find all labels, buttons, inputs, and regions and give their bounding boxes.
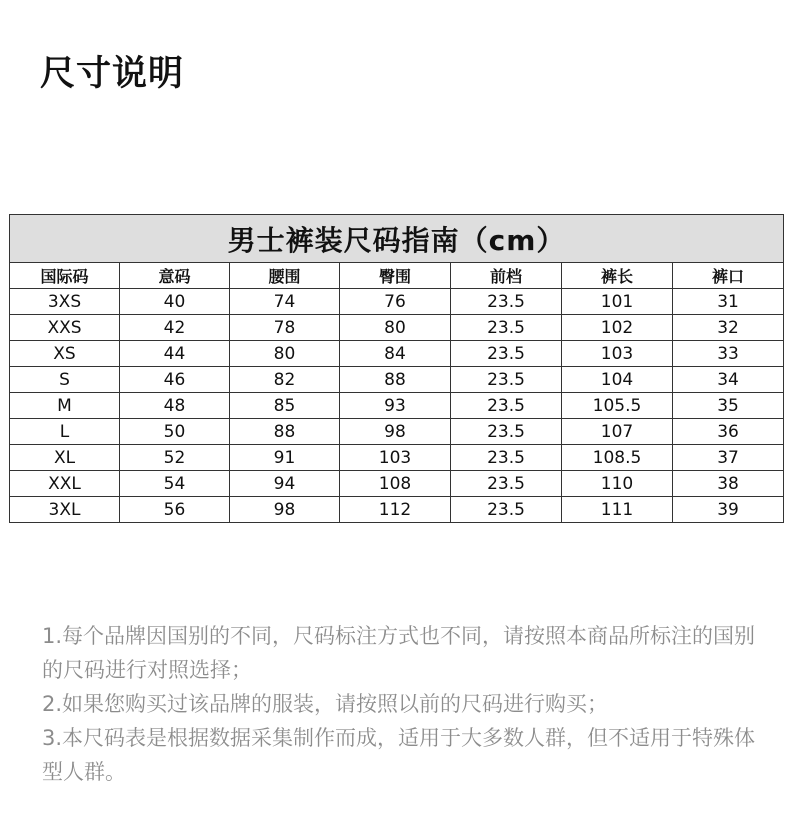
column-header: 臀围 <box>340 263 451 289</box>
table-cell: 36 <box>673 419 784 445</box>
table-cell: 44 <box>120 341 230 367</box>
table-cell: 39 <box>673 497 784 523</box>
table-cell: 98 <box>340 419 451 445</box>
table-cell: S <box>10 367 120 393</box>
table-cell: 23.5 <box>451 367 562 393</box>
table-cell: 88 <box>230 419 340 445</box>
table-cell: 82 <box>230 367 340 393</box>
table-cell: 33 <box>673 341 784 367</box>
table-cell: 94 <box>230 471 340 497</box>
table-cell: 107 <box>562 419 673 445</box>
table-cell: 46 <box>120 367 230 393</box>
table-cell: 88 <box>340 367 451 393</box>
column-header: 裤长 <box>562 263 673 289</box>
table-cell: 52 <box>120 445 230 471</box>
column-header: 腰围 <box>230 263 340 289</box>
table-cell: 111 <box>562 497 673 523</box>
table-row <box>10 341 784 367</box>
table-cell: XXL <box>10 471 120 497</box>
table-cell: 40 <box>120 289 230 315</box>
table-cell: 74 <box>230 289 340 315</box>
table-row <box>10 289 784 315</box>
table-cell: 80 <box>230 341 340 367</box>
table-cell: XL <box>10 445 120 471</box>
table-cell: 23.5 <box>451 393 562 419</box>
table-row <box>10 367 784 393</box>
table-cell: 35 <box>673 393 784 419</box>
table-row <box>10 445 784 471</box>
note-item: 3.本尺码表是根据数据采集制作而成，适用于大多数人群，但不适用于特殊体型人群。 <box>42 726 756 784</box>
table-row <box>10 315 784 341</box>
table-cell: L <box>10 419 120 445</box>
table-cell: 108 <box>340 471 451 497</box>
table-row <box>10 497 784 523</box>
column-header: 前档 <box>451 263 562 289</box>
table-cell: 110 <box>562 471 673 497</box>
table-cell: 105.5 <box>562 393 673 419</box>
table-cell: 93 <box>340 393 451 419</box>
table-cell: 56 <box>120 497 230 523</box>
table-cell: 32 <box>673 315 784 341</box>
table-cell: 23.5 <box>451 445 562 471</box>
table-cell: 98 <box>230 497 340 523</box>
table-cell: 3XL <box>10 497 120 523</box>
table-cell: 103 <box>562 341 673 367</box>
table-cell: 48 <box>120 393 230 419</box>
page-title: 尺寸说明 <box>40 54 185 94</box>
note-item: 2.如果您购买过该品牌的服装，请按照以前的尺码进行购买； <box>42 692 609 716</box>
table-cell: M <box>10 393 120 419</box>
table-cell: 54 <box>120 471 230 497</box>
table-row <box>10 393 784 419</box>
table-cell: XS <box>10 341 120 367</box>
table-cell: 84 <box>340 341 451 367</box>
table-cell: 23.5 <box>451 341 562 367</box>
column-header: 国际码 <box>10 263 120 289</box>
table-cell: XXS <box>10 315 120 341</box>
table-cell: 23.5 <box>451 497 562 523</box>
table-cell: 91 <box>230 445 340 471</box>
table-row <box>10 419 784 445</box>
table-cell: 23.5 <box>451 315 562 341</box>
table-cell: 108.5 <box>562 445 673 471</box>
table-cell: 38 <box>673 471 784 497</box>
table-cell: 34 <box>673 367 784 393</box>
table-cell: 42 <box>120 315 230 341</box>
table-cell: 31 <box>673 289 784 315</box>
table-cell: 103 <box>340 445 451 471</box>
table-title: 男士裤装尺码指南（cm） <box>10 215 784 263</box>
table-cell: 80 <box>340 315 451 341</box>
table-cell: 78 <box>230 315 340 341</box>
table-cell: 101 <box>562 289 673 315</box>
table-cell: 85 <box>230 393 340 419</box>
table-cell: 37 <box>673 445 784 471</box>
table-cell: 102 <box>562 315 673 341</box>
table-cell: 23.5 <box>451 289 562 315</box>
table-header-row <box>10 263 784 289</box>
table-cell: 3XS <box>10 289 120 315</box>
table-cell: 23.5 <box>451 419 562 445</box>
size-chart-table <box>9 214 784 523</box>
table-row <box>10 471 784 497</box>
table-cell: 50 <box>120 419 230 445</box>
table-cell: 23.5 <box>451 471 562 497</box>
column-header: 意码 <box>120 263 230 289</box>
table-cell: 104 <box>562 367 673 393</box>
table-cell: 112 <box>340 497 451 523</box>
column-header: 裤口 <box>673 263 784 289</box>
table-cell: 76 <box>340 289 451 315</box>
table-body <box>10 289 784 523</box>
size-notes <box>42 619 762 789</box>
note-item: 1.每个品牌因国别的不同，尺码标注方式也不同，请按照本商品所标注的国别的尺码进行对照选择； <box>42 624 756 682</box>
